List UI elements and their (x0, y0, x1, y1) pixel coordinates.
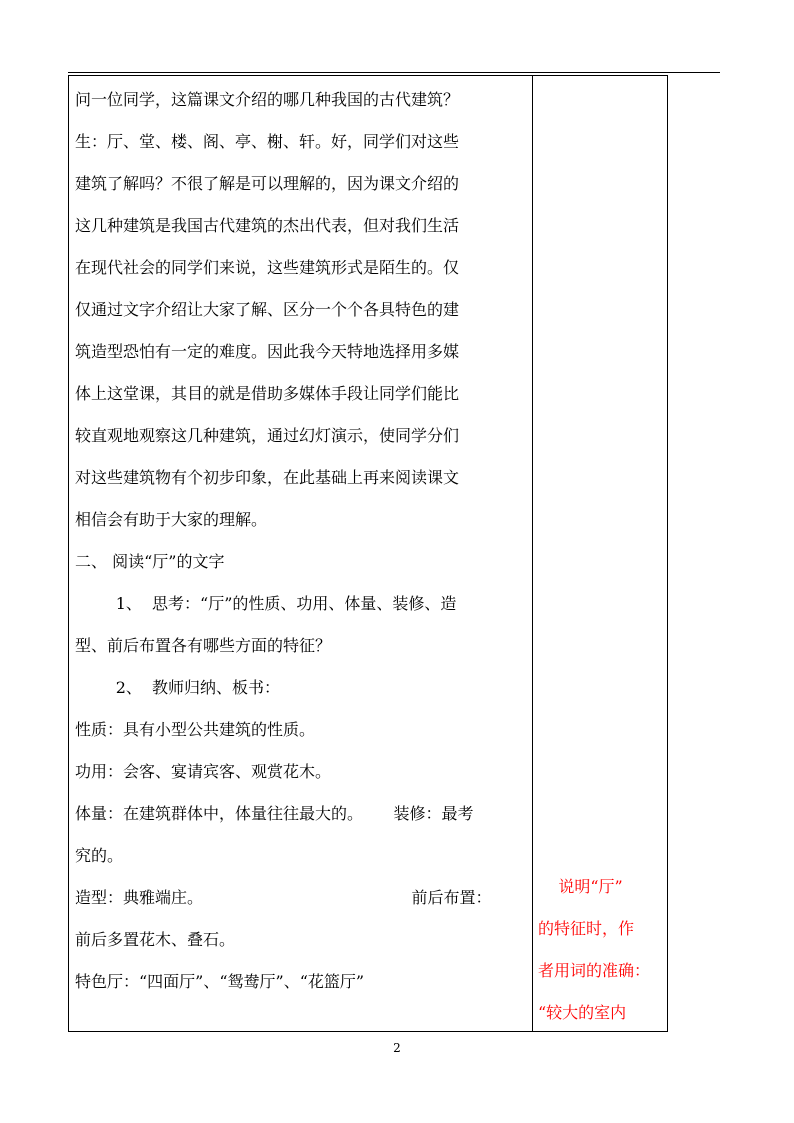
text-line: 对这些建筑物有个初步印象，在此基础上再来阅读课文 (75, 468, 460, 487)
text-line: 在现代社会的同学们来说，这些建筑形式是陌生的。仅 (75, 258, 460, 277)
text-line: 型、前后布置各有哪些方面的特征？ (75, 636, 332, 655)
text-line: 1、 思考：“厅”的性质、功用、体量、装修、造 (75, 594, 457, 613)
text-line: 仅通过文字介绍让大家了解、区分一个个各具特色的建 (75, 300, 460, 319)
main-content-column (75, 79, 527, 1003)
text-line: 究的。 (75, 846, 124, 865)
section-heading: 二、 阅读“厅”的文字 (75, 552, 225, 571)
text-line: 功用：会客、宴请宾客、观赏花木。 (75, 762, 332, 781)
text-line: 前后多置花木、叠石。 (75, 930, 236, 949)
annotation-line: 的特征时，作 (538, 919, 635, 938)
annotation-column (538, 866, 662, 1034)
table-column-divider (532, 75, 533, 1032)
header-rule (68, 72, 720, 73)
text-line: 造型：典雅端庄。 前后布置： (75, 888, 492, 907)
text-line: 问一位同学，这篇课文介绍的哪几种我国的古代建筑？ (75, 90, 460, 109)
annotation-line: 者用词的准确： (538, 961, 651, 980)
text-line: 性质：具有小型公共建筑的性质。 (75, 720, 316, 739)
text-line: 体上这堂课，其目的就是借助多媒体手段让同学们能比 (75, 384, 460, 403)
text-line: 较直观地观察这几种建筑，通过幻灯演示，使同学分们 (75, 426, 460, 445)
text-line: 生：厅、堂、楼、阁、亭、榭、轩。好，同学们对这些 (75, 132, 460, 151)
text-line: 2、 教师归纳、板书： (75, 678, 281, 697)
page-number: 2 (393, 1041, 401, 1055)
text-line: 建筑了解吗？不很了解是可以理解的，因为课文介绍的 (75, 174, 460, 193)
annotation-line: “较大的室内 (538, 1003, 627, 1022)
text-line: 筑造型恐怕有一定的难度。因此我今天特地选择用多媒 (75, 342, 460, 361)
annotation-line: 说明“厅” (538, 877, 623, 896)
text-line: 体量：在建筑群体中，体量往往最大的。 装修：最考 (75, 804, 474, 823)
text-line: 特色厅：“四面厅”、“鸳鸯厅”、“花篮厅” (75, 972, 365, 991)
text-line: 相信会有助于大家的理解。 (75, 510, 268, 529)
text-line: 这几种建筑是我国古代建筑的杰出代表，但对我们生活 (75, 216, 460, 235)
